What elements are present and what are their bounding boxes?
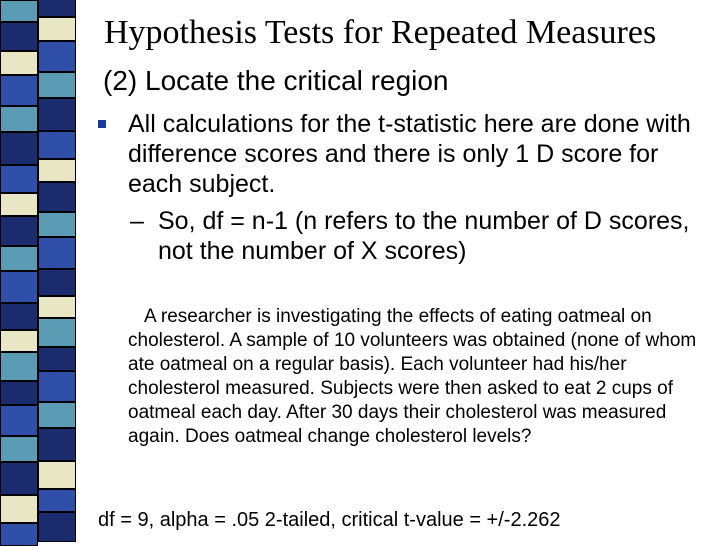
slide-subtitle: (2) Locate the critical region — [103, 65, 449, 96]
stripe-block — [38, 212, 76, 237]
stripe-block — [0, 165, 38, 193]
example-paragraph: A researcher is investigating the effects of eating oatmeal on cholesterol. A sample of 10 volunteers was obtained (none of whom ate oatmeal on a regular basis). Each volunteer had his/her cholesterol measured. Subjects were then asked to eat 2 cups of oatmeal each day. After 30 days their cholesterol was measured again. Does oatmeal change cholesterol levels? — [128, 306, 697, 447]
stripe-block — [38, 159, 76, 182]
stripe-block — [38, 182, 76, 212]
stripe-block — [38, 72, 76, 98]
stripe-block — [38, 98, 76, 131]
stripe-block — [0, 216, 38, 246]
stripe-block — [0, 523, 38, 546]
stripe-block — [0, 51, 38, 75]
stripe-block — [38, 131, 76, 159]
stripe-block — [38, 428, 76, 461]
stripe-block — [38, 237, 76, 269]
stripe-block — [38, 461, 76, 489]
stripe-block — [38, 371, 76, 402]
stripe-block — [38, 269, 76, 296]
stripe-block — [0, 22, 38, 51]
stripe-block — [0, 246, 38, 271]
stripe-block — [0, 462, 38, 495]
square-bullet-icon — [98, 120, 106, 128]
decorative-block-stripe — [0, 0, 76, 540]
stripe-block — [0, 75, 38, 106]
stripe-block — [38, 512, 76, 542]
stripe-block — [38, 489, 76, 512]
stripe-block — [38, 402, 76, 428]
stripe-block — [38, 41, 76, 72]
stripe-block — [0, 330, 38, 352]
stripe-block — [0, 132, 38, 165]
stripe-block — [0, 495, 38, 523]
stripe-block — [0, 405, 38, 436]
main-bullet-text: All calculations for the t-statistic here are done with difference scores and there is only 1 D score for each subject. — [128, 110, 691, 198]
stripe-block — [0, 352, 38, 381]
slide-title: Hypothesis Tests for Repeated Measures — [104, 14, 657, 51]
stripe-block — [0, 193, 38, 216]
answer-line: df = 9, alpha = .05 2-tailed, critical t-value = +/-2.262 — [98, 509, 561, 531]
stripe-block — [38, 347, 76, 371]
stripe-block — [0, 436, 38, 462]
stripe-block — [0, 303, 38, 330]
stripe-block — [38, 296, 76, 318]
stripe-block — [38, 17, 76, 41]
sub-bullet-text: So, df = n-1 (n refers to the number of D scores, not the number of X scores) — [158, 207, 690, 265]
stripe-block — [0, 106, 38, 132]
stripe-block — [0, 381, 38, 405]
stripe-block — [0, 0, 38, 22]
stripe-block — [38, 0, 76, 17]
dash-bullet-icon: – — [130, 207, 144, 235]
stripe-block — [0, 271, 38, 303]
stripe-block — [38, 318, 76, 347]
